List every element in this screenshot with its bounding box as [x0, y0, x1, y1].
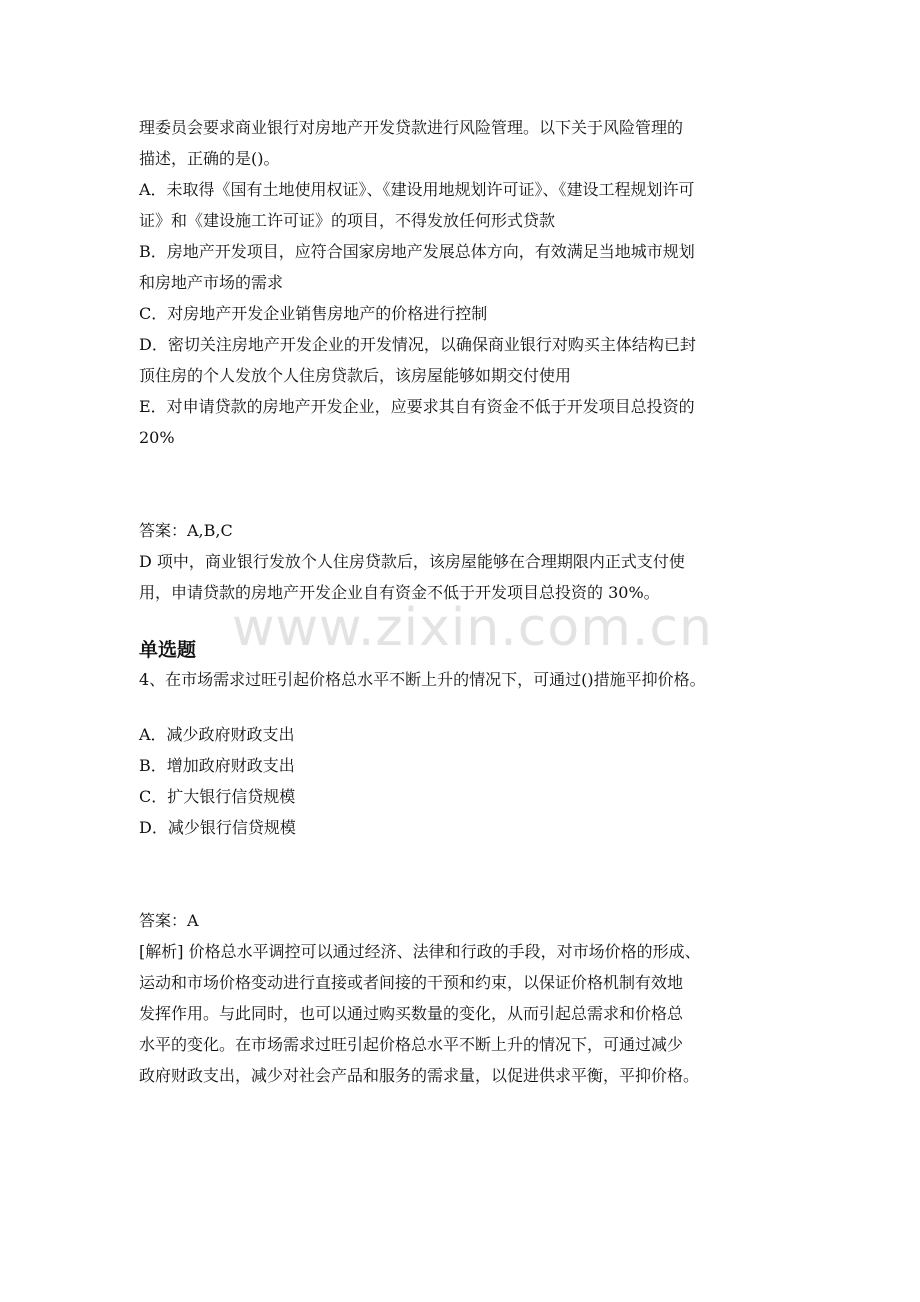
option-line: B．增加政府财政支出 [139, 756, 295, 775]
explanation-line: 用，申请贷款的房地产开发企业自有资金不低于开发项目总投资的 30%。 [139, 583, 660, 602]
answer-line: 答案：A [139, 911, 199, 930]
question-4 [139, 664, 859, 1091]
explanation-line: 政府财政支出，减少对社会产品和服务的需求量，以促进供求平衡，平抑价格。 [139, 1066, 700, 1085]
explanation-line: D 项中，商业银行发放个人住房贷款后，该房屋能够在合理期限内正式支付使 [139, 552, 685, 571]
option-line: D．减少银行信贷规模 [139, 818, 296, 837]
question-stem-line: 描述，正确的是()。 [139, 149, 280, 168]
answer-line: 答案：A,B,C [139, 521, 233, 540]
question-3 [139, 112, 859, 608]
option-line: C．扩大银行信贷规模 [139, 787, 296, 806]
option-line: 证》和《建设施工许可证》的项目，不得发放任何形式贷款 [139, 211, 556, 230]
option-line: A．未取得《国有土地使用权证》、《建设用地规划许可证》、《建设工程规划许可 [139, 180, 695, 199]
option-line: 顶住房的个人发放个人住房贷款后，该房屋能够如期交付使用 [139, 366, 572, 385]
explanation-line: 水平的变化。在市场需求过旺引起价格总水平不断上升的情况下，可通过减少 [139, 1035, 684, 1054]
watermark: www.zixin.com.cn [232, 598, 713, 658]
option-line: C．对房地产开发企业销售房地产的价格进行控制 [139, 304, 488, 323]
option-line: A．减少政府财政支出 [139, 725, 295, 744]
document-page [139, 112, 859, 1091]
section-heading: 单选题 [139, 639, 197, 661]
question-stem-line: 理委员会要求商业银行对房地产开发贷款进行风险管理。以下关于风险管理的 [139, 118, 684, 137]
option-line: B．房地产开发项目，应符合国家房地产发展总体方向，有效满足当地城市规划 [139, 242, 695, 261]
option-line: E．对申请贷款的房地产开发企业，应要求其自有资金不低于开发项目总投资的 [139, 397, 695, 416]
option-line: 20% [139, 428, 175, 447]
option-line: 和房地产市场的需求 [139, 273, 284, 292]
option-line: D．密切关注房地产开发企业的开发情况，以确保商业银行对购买主体结构已封 [139, 335, 696, 354]
explanation-line: 运动和市场价格变动进行直接或者间接的干预和约束，以保证价格机制有效地 [139, 973, 684, 992]
explanation-line: 发挥作用。与此同时，也可以通过购买数量的变化，从而引起总需求和价格总 [139, 1004, 684, 1023]
question-stem-line: 4、在市场需求过旺引起价格总水平不断上升的情况下，可通过()措施平抑价格。 [139, 670, 706, 689]
explanation-line: [解析] 价格总水平调控可以通过经济、法律和行政的手段，对市场价格的形成、 [139, 942, 701, 961]
